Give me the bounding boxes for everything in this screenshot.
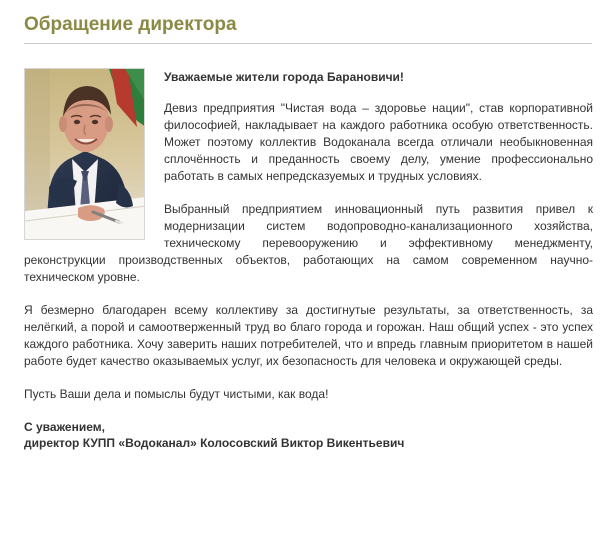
letter-paragraph: Девиз предприятия "Чистая вода – здоровье нации", став корпоративной философией, накладывает на каждого работника особую ответственность. Может поэтому коллектив Водоканала всегда отличали необыкновенная сплочённость и преданность своему делу, умение профессионально работать в самых непредсказуемых и трудных условиях. [164,101,593,183]
title-divider [24,43,592,44]
page-title: Обращение директора [24,14,237,35]
closing-block [24,419,593,451]
closing-line: С уважением, [24,420,105,434]
greeting: Уважаемые жители города Барановичи! [164,70,404,84]
signature: директор КУПП «Водоканал» Колосовский Виктор Викентьевич [24,436,405,450]
letter-content [24,69,593,451]
photo-spacer [24,69,164,244]
letter-paragraph: Я безмерно благодарен всему коллективу за достигнутые результаты, за ответственность, за нелёгкий, а порой и самоотверженный труд во благо города и горожан. Наш общий успех - это успех каждого работника. Хочу заверить наших потребителей, что и впредь главным приоритетом в нашей работе будет качество оказываемых услуг, их безопасность для человека и окружающей среды. [24,303,593,368]
letter-paragraph: Выбранный предприятием инновационный путь развития привел к модернизации систем водопроводно-канализационного хозяйства, техническому перевооружению и эффективному менеджменту, реконструкции производственных объектов, работающих на самом современном научно-техническом уровне. [24,202,593,284]
letter-paragraph: Пусть Ваши дела и помыслы будут чистыми, как вода! [24,387,329,401]
